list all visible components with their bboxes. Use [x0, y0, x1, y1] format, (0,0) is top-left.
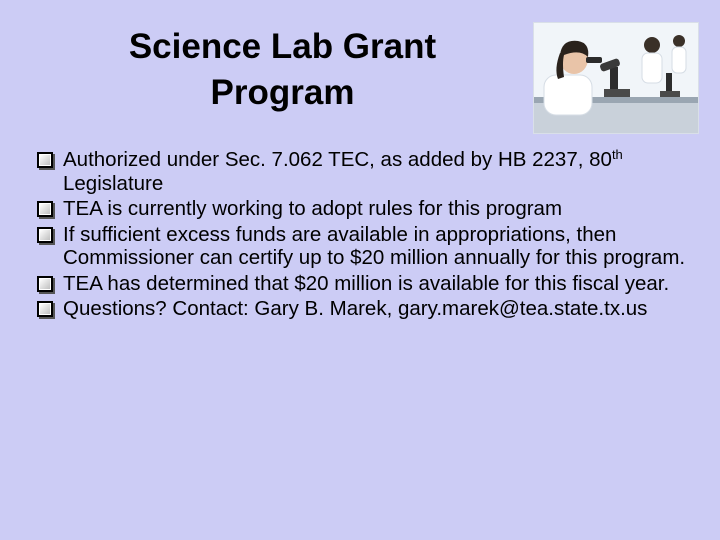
bullet-text-rules: TEA is currently working to adopt rules for this program: [63, 197, 563, 220]
square-bullet-icon: [37, 152, 53, 168]
bullet-text-part: Legislature: [63, 171, 164, 195]
square-bullet-icon: [37, 227, 53, 243]
square-bullet-icon: [37, 301, 53, 317]
bullet-text-contact: Questions? Contact: Gary B. Marek, gary.marek@tea.state.tx.us: [63, 297, 648, 320]
bullet-item-availability: [37, 272, 697, 296]
bullet-text-availability: TEA has determined that $20 million is available for this fiscal year.: [63, 271, 670, 295]
bullet-item-funds: [37, 223, 697, 270]
bullet-text-funds: If sufficient excess funds are available in appropriations, then Commissioner can certify up to $20 million annually for this program.: [63, 222, 686, 269]
title-line-1: Science Lab Grant: [128, 27, 437, 66]
bullet-item-rules: [37, 197, 697, 221]
slide-title: [95, 24, 470, 116]
bullet-item-authorization: [37, 148, 697, 195]
title-line-2: Program: [210, 73, 355, 112]
ordinal-superscript: th: [611, 147, 623, 162]
lab-microscope-photo: [533, 22, 699, 134]
bullet-text-part: Authorized under Sec. 7.062 TEC, as added by HB 2237, 80: [63, 148, 612, 171]
square-bullet-icon: [37, 201, 53, 217]
bullet-text-authorization: [63, 148, 623, 195]
lab-photo-illustration: [534, 23, 698, 133]
bullet-item-contact: [37, 297, 697, 321]
bullet-list: [37, 148, 697, 323]
square-bullet-icon: [37, 276, 53, 292]
